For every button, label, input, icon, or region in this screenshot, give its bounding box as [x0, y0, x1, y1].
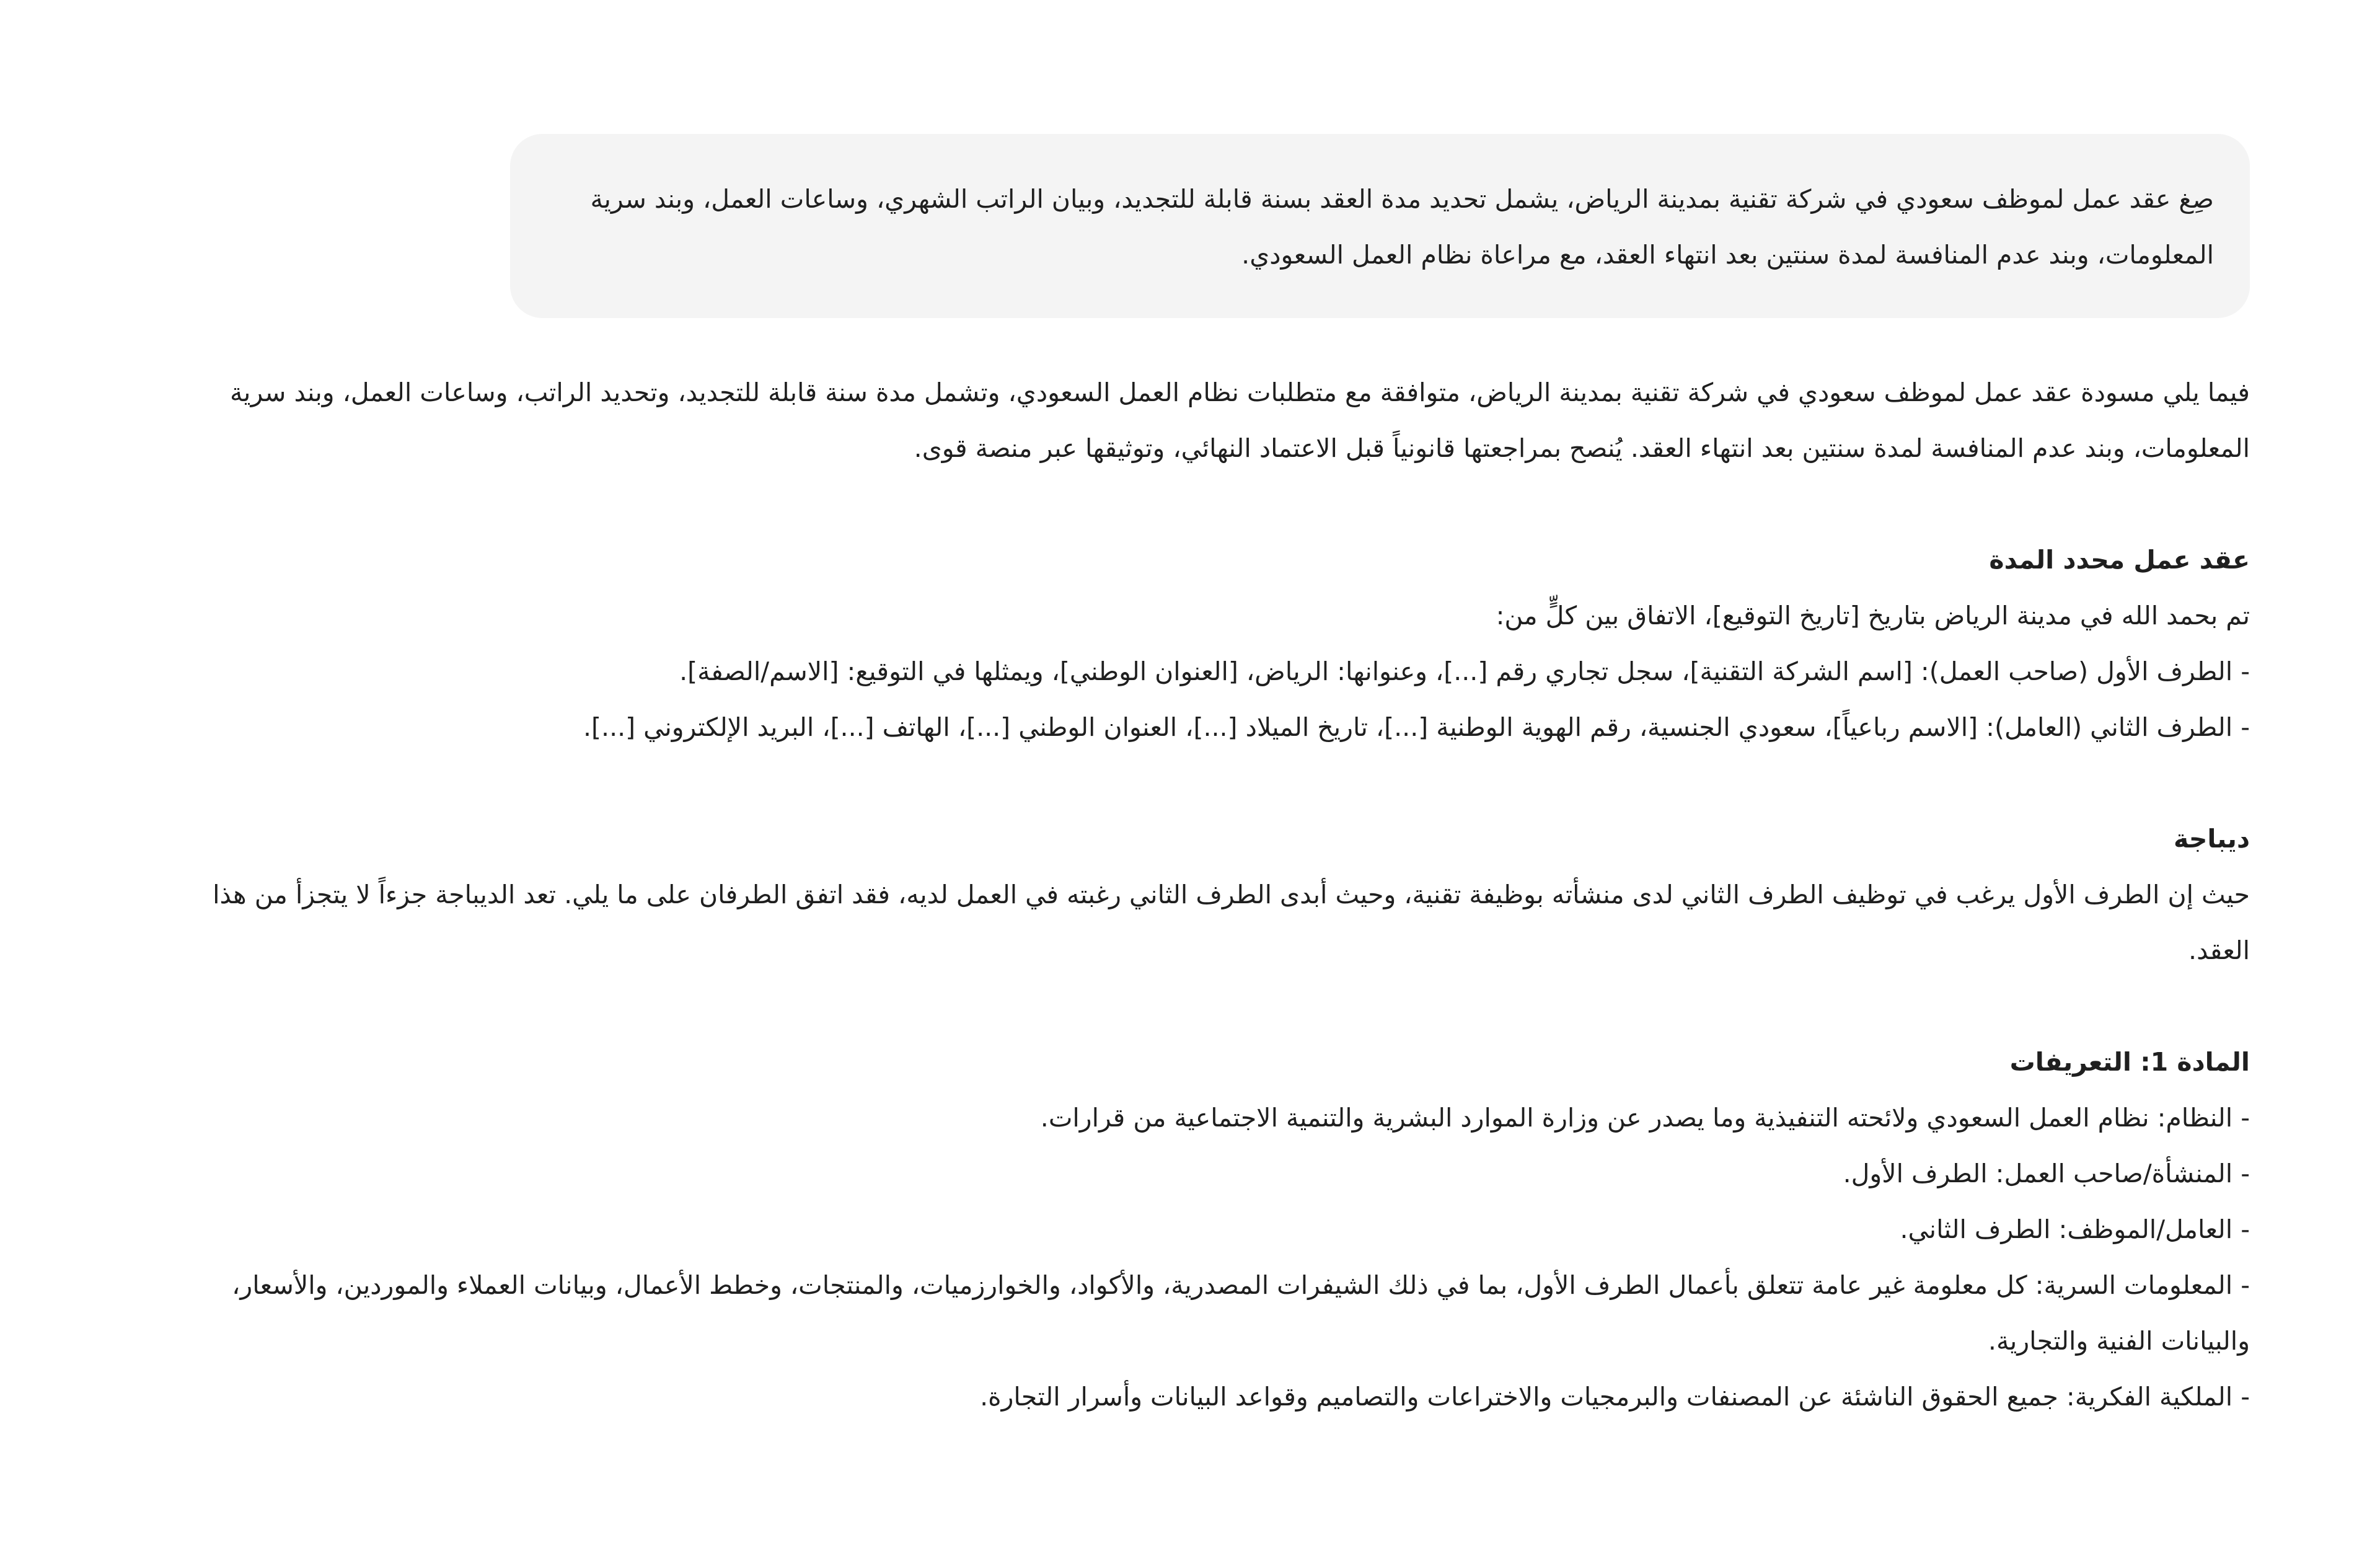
preamble-title: ديباجة: [2174, 824, 2250, 854]
article-1-title: المادة 1: التعريفات: [2009, 1047, 2250, 1077]
response-intro: فيما يلي مسودة عقد عمل لموظف سعودي في شركة تقنية بمدينة الرياض، متوافقة مع متطلبات نظام العمل السعودي، وتشمل مدة سنة قابلة للتجديد، وتحديد الراتب، وساعات العمل، وبند سرية المعلومات، وبند عدم المنافسة لمدة سنتين بعد انتهاء العقد. يُنصح بمراجعتها قانونياً قبل الاعتماد النهائي، وتوثيقها عبر منصة قوى.: [230, 378, 2250, 463]
preamble-text: حيث إن الطرف الأول يرغب في توظيف الطرف الثاني لدى منشأته بوظيفة تقنية، وحيث أبدى الطرف الثاني رغبته في العمل لديه، فقد اتفق الطرفان على ما يلي. تعد الديباجة جزءاً لا يتجزأ من هذا العقد.: [213, 880, 2250, 965]
definition-item: - الملكية الفكرية: جميع الحقوق الناشئة عن المصنفات والبرمجيات والاختراعات والتصاميم وقواعد البيانات وأسرار التجارة.: [980, 1382, 2250, 1412]
definition-item: - المعلومات السرية: كل معلومة غير عامة تتعلق بأعمال الطرف الأول، بما في ذلك الشيفرات المصدرية، والأكواد، والخوارزميات، والمنتجات، وخطط الأعمال، وبيانات العملاء والموردين، والأسعار، والبيانات الفنية والتجارية.: [232, 1270, 2250, 1356]
user-message-bubble: [510, 134, 2250, 318]
user-message-text: صِغ عقد عمل لموظف سعودي في شركة تقنية بمدينة الرياض، يشمل تحديد مدة العقد بسنة قابلة للتجديد، وبيان الراتب الشهري، وساعات العمل، وبند سرية المعلومات، وبند عدم المنافسة لمدة سنتين بعد انتهاء العقد، مع مراعاة نظام العمل السعودي.: [590, 184, 2214, 270]
contract-opening: تم بحمد الله في مدينة الرياض بتاريخ [تاريخ التوقيع]، الاتفاق بين كلٍّ من:: [1496, 601, 2250, 630]
definition-item: - المنشأة/صاحب العمل: الطرف الأول.: [1843, 1159, 2250, 1188]
definition-item: - النظام: نظام العمل السعودي ولائحته التنفيذية وما يصدر عن وزارة الموارد البشرية والتنمية الاجتماعية من قرارات.: [1040, 1103, 2250, 1133]
party-one: - الطرف الأول (صاحب العمل): [اسم الشركة التقنية]، سجل تجاري رقم [...]، وعنوانها: الرياض، [العنوان الوطني]، ويمثلها في التوقيع: [الاسم/الصفة].: [679, 657, 2250, 686]
assistant-response: [155, 365, 2250, 1425]
party-two: - الطرف الثاني (العامل): [الاسم رباعياً]، سعودي الجنسية، رقم الهوية الوطنية [...]، تاريخ الميلاد [...]، العنوان الوطني [...]، الهاتف [...]، البريد الإلكتروني [...].: [583, 712, 2250, 742]
contract-title: عقد عمل محدد المدة: [1989, 545, 2250, 575]
definition-item: - العامل/الموظف: الطرف الثاني.: [1900, 1214, 2250, 1244]
